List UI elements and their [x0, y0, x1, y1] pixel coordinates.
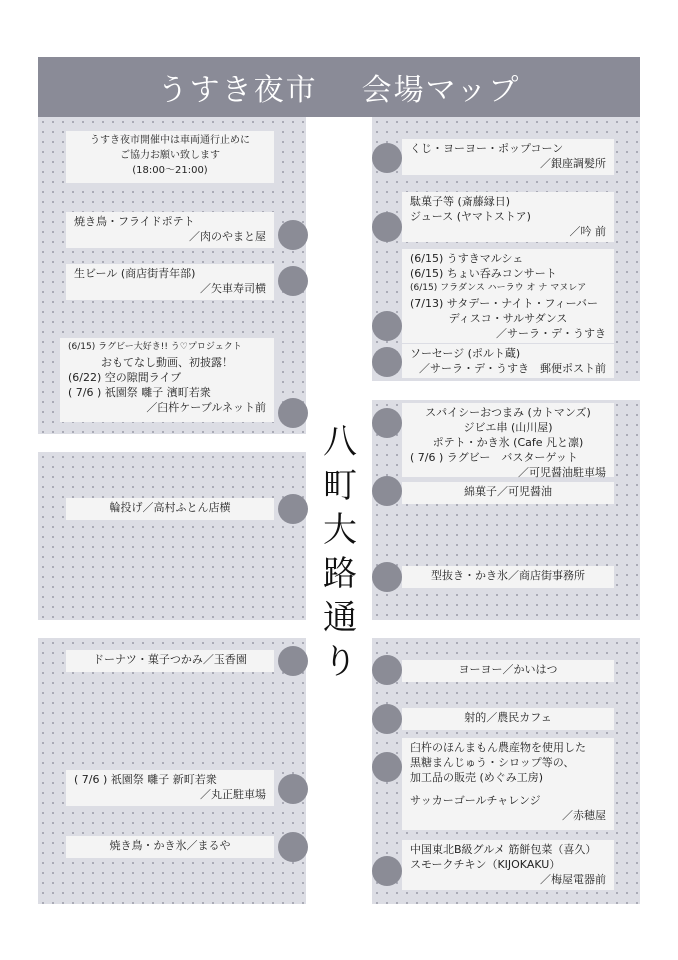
stall-text: ヨーヨー／かいはつ [458, 663, 558, 676]
stall-yoyo[interactable] [402, 660, 614, 682]
stall-location: ／吟 前 [569, 225, 606, 238]
stall-text [410, 785, 606, 793]
event-line: (6/22) 空の隙間ライブ [68, 371, 182, 384]
street-char: 八 [323, 422, 357, 462]
stall-location: ／可児醤油駐車場 [518, 466, 606, 479]
stall-yakitori2[interactable] [66, 836, 274, 858]
stall-location: ／矢車寿司横 [200, 282, 266, 295]
stall-text: ジュース (ヤマトストア) [410, 210, 531, 223]
title-right: 会場マップ [361, 73, 521, 108]
map-title [38, 57, 640, 117]
stall-location: ／肉のやまと屋 [189, 230, 266, 243]
street-char: 路 [323, 554, 357, 594]
event-line: おもてなし動画、初披露！ [101, 356, 233, 369]
event-line: ディスコ・サルサダンス [448, 312, 568, 325]
event-line: (6/15) うすきマルシェ [410, 252, 524, 265]
street-char: り [323, 642, 357, 682]
stall-spicy[interactable] [402, 403, 614, 477]
stall-location: ／銀座調髪所 [540, 157, 606, 170]
stall-text: 生ビール (商店街青年部) [74, 267, 196, 280]
stall-marker[interactable] [278, 398, 308, 428]
stall-events-left[interactable] [60, 338, 274, 422]
stall-marker[interactable] [278, 494, 308, 524]
stall-shateki[interactable] [402, 708, 614, 730]
stall-text: ポテト・かき氷 (Cafe 凡と凛) [432, 436, 584, 449]
stall-marker[interactable] [278, 832, 308, 862]
stall-text: ( 7/6 ) 祇園祭 囃子 新町若衆 [74, 773, 217, 786]
stall-wanage[interactable] [66, 498, 274, 520]
stall-text: 型抜き・かき氷／商店街事務所 [431, 569, 585, 582]
stall-beer[interactable] [66, 264, 274, 300]
stall-marker[interactable] [372, 562, 402, 592]
stall-location: ／サーラ・デ・うすき [496, 327, 606, 340]
stall-marker[interactable] [278, 220, 308, 250]
stall-text: 輪投げ／高村ふとん店横 [109, 501, 231, 514]
notice-line: (18:00〜21:00) [132, 165, 208, 176]
stall-text: ソーセージ (ポルト蔵) [410, 347, 521, 360]
notice-label [66, 131, 274, 183]
stall-wata[interactable] [402, 482, 614, 504]
stall-kuji[interactable] [402, 139, 614, 175]
title-left: うすき夜市 [157, 73, 318, 108]
stall-sausage[interactable] [402, 344, 614, 378]
stall-text: 綿菓子／可児醤油 [464, 485, 552, 498]
event-line: (6/15) ちょい呑みコンサート [410, 267, 557, 280]
stall-text: 臼杵のほんまもん農産物を使用した [410, 741, 586, 754]
stall-marker[interactable] [372, 347, 402, 377]
stall-marker[interactable] [372, 752, 402, 782]
stall-location: ／丸正駐車場 [200, 788, 266, 801]
stall-location: ／梅屋電器前 [540, 873, 606, 886]
stall-marker[interactable] [372, 311, 402, 341]
stall-donut[interactable] [66, 650, 274, 672]
stall-marker[interactable] [372, 704, 402, 734]
stall-marker[interactable] [372, 476, 402, 506]
street-name [322, 420, 358, 684]
stall-text: ジビエ串 (山川屋) [463, 421, 553, 434]
stall-marker[interactable] [278, 266, 308, 296]
notice-line: うすき夜市開催中は車両通行止めに [90, 135, 250, 146]
notice-line: ご協力お願い致します [120, 150, 220, 161]
stall-text: サッカーゴールチャレンジ [410, 794, 541, 807]
block-left-mid [38, 452, 306, 620]
event-line: ( 7/6 ) 祇園祭 囃子 濱町若衆 [68, 386, 211, 399]
stall-marker[interactable] [372, 856, 402, 886]
stall-text: 加工品の販売 (めぐみ工房) [410, 771, 544, 784]
stall-text: ドーナツ・菓子つかみ／玉香園 [93, 653, 247, 666]
stall-text: スパイシーおつまみ (カトマンズ) [425, 406, 591, 419]
stall-location: ／赤穂屋 [562, 809, 606, 822]
stall-marker[interactable] [372, 143, 402, 173]
stall-marker[interactable] [372, 655, 402, 685]
stall-text: 黒糖まんじゅう・シロップ等の、 [410, 756, 575, 769]
stall-tohoku[interactable] [402, 840, 614, 890]
stall-text: くじ・ヨーヨー・ポップコーン [410, 142, 564, 155]
stall-events-right[interactable] [402, 249, 614, 343]
stall-dagashi[interactable] [402, 192, 614, 242]
stall-text: 焼き鳥・かき氷／まるや [109, 839, 231, 852]
stall-marker[interactable] [372, 408, 402, 438]
event-line: (6/15) フラダンス ハーラウ オ ナ マヌレア [410, 283, 587, 293]
stall-text: 中国東北B級グルメ 筋餅包菜（喜久） [410, 843, 597, 856]
stall-marker[interactable] [372, 212, 402, 242]
stall-text: スモークチキン（KIJOKAKU） [410, 858, 561, 871]
stall-text: 射的／農民カフェ [464, 711, 552, 724]
stall-location: ／臼杵ケーブルネット前 [146, 401, 266, 414]
stall-katanuki[interactable] [402, 566, 614, 588]
stall-text: 駄菓子等 (斎藤縁日) [410, 195, 511, 208]
stall-nousan[interactable] [402, 738, 614, 830]
event-line: (6/15) ラグビー大好き!! う♡プロジェクト [68, 342, 242, 352]
event-line: (7/13) サタデー・ナイト・フィーバー [410, 297, 599, 310]
stall-text: 焼き鳥・フライドポテト [74, 215, 195, 228]
street-char: 通 [323, 598, 357, 638]
stall-gion-shinmachi[interactable] [66, 770, 274, 806]
stall-marker[interactable] [278, 774, 308, 804]
stall-marker[interactable] [278, 646, 308, 676]
stall-location: ／サーラ・デ・うすき 郵便ポスト前 [419, 362, 606, 375]
stall-yakitori[interactable] [66, 212, 274, 248]
street-char: 町 [323, 466, 357, 506]
stall-text: ( 7/6 ) ラグビー バスターゲット [410, 451, 578, 464]
street-char: 大 [323, 510, 357, 550]
